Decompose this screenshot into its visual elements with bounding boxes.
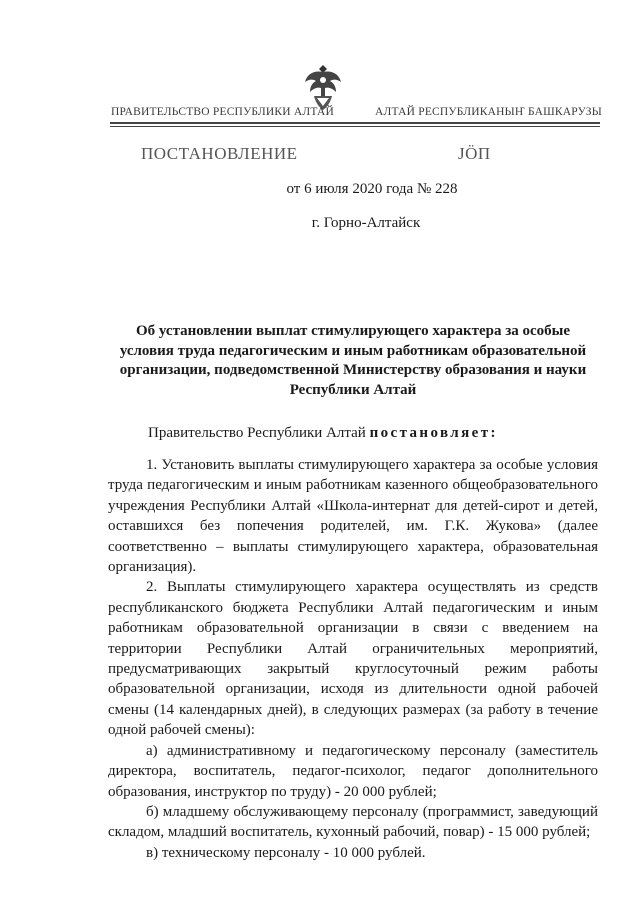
- header-rule: [110, 122, 600, 124]
- document-city: г. Горно-Алтайск: [311, 215, 421, 231]
- paragraph-2c: в) техническому персоналу - 10 000 рублей.: [146, 844, 426, 861]
- government-name-russian: ПРАВИТЕЛЬСТВО РЕСПУБЛИКИ АЛТАЙ: [111, 106, 335, 118]
- preamble: [148, 425, 498, 442]
- preamble-decree-word: постановляет:: [369, 425, 498, 441]
- paragraph-1: 1. Установить выплаты стимулирующего характера за особые условия труда педагогическим и иным работникам казенного общеобразовательного учреждения Республики Алтай «Школа-интернат для детей-сирот и детей, оставшихся без попечения родителей, им. Г.К. Жукова» (далее соответственно – выплаты стимулирующего характера, образовательная организация).: [108, 457, 598, 576]
- document-title: Об установлении выплат стимулирующего характера за особые условия труда педагогическим и иным работникам образовательной организации, подведомственной Министерству образования и науки Республики Алтай: [119, 323, 587, 398]
- government-name-altai: АЛТАЙ РЕСПУБЛИКАНЫҤ БАШКАРУЗЫ: [375, 106, 602, 118]
- document-date-number: от 6 июля 2020 года № 228: [286, 181, 458, 197]
- doc-type-russian: ПОСТАНОВЛЕНИЕ: [141, 144, 298, 163]
- header-rule-thin: [110, 126, 600, 127]
- preamble-text: Правительство Республики Алтай: [148, 425, 366, 441]
- doc-type-altai: ЈӦП: [458, 144, 491, 163]
- document-body: [108, 455, 598, 863]
- paragraph-2: 2. Выплаты стимулирующего характера осуществлять из средств республиканского бюджета Республики Алтай педагогическим и иным работникам образовательной организации в связи с введением на территории Республики Алтай ограничительных мероприятий, предусматривающих закрытый круглосуточный режим работы образовательной организации, исходя из длительности одной рабочей смены (14 календарных дней), в следующих размерах (за работу в течение одной рабочей смены):: [108, 579, 598, 739]
- paragraph-2a: а) административному и педагогическому персоналу (заместитель директора, воспитатель, педагог-психолог, педагог дополнительного образования, инструктор по труду) - 20 000 рублей;: [108, 742, 598, 800]
- coat-of-arms-icon: [300, 62, 346, 112]
- paragraph-2b: б) младшему обслуживающему персоналу (программист, заведующий складом, младший воспитатель, кухонный рабочий, повар) - 15 000 рублей;: [108, 803, 598, 841]
